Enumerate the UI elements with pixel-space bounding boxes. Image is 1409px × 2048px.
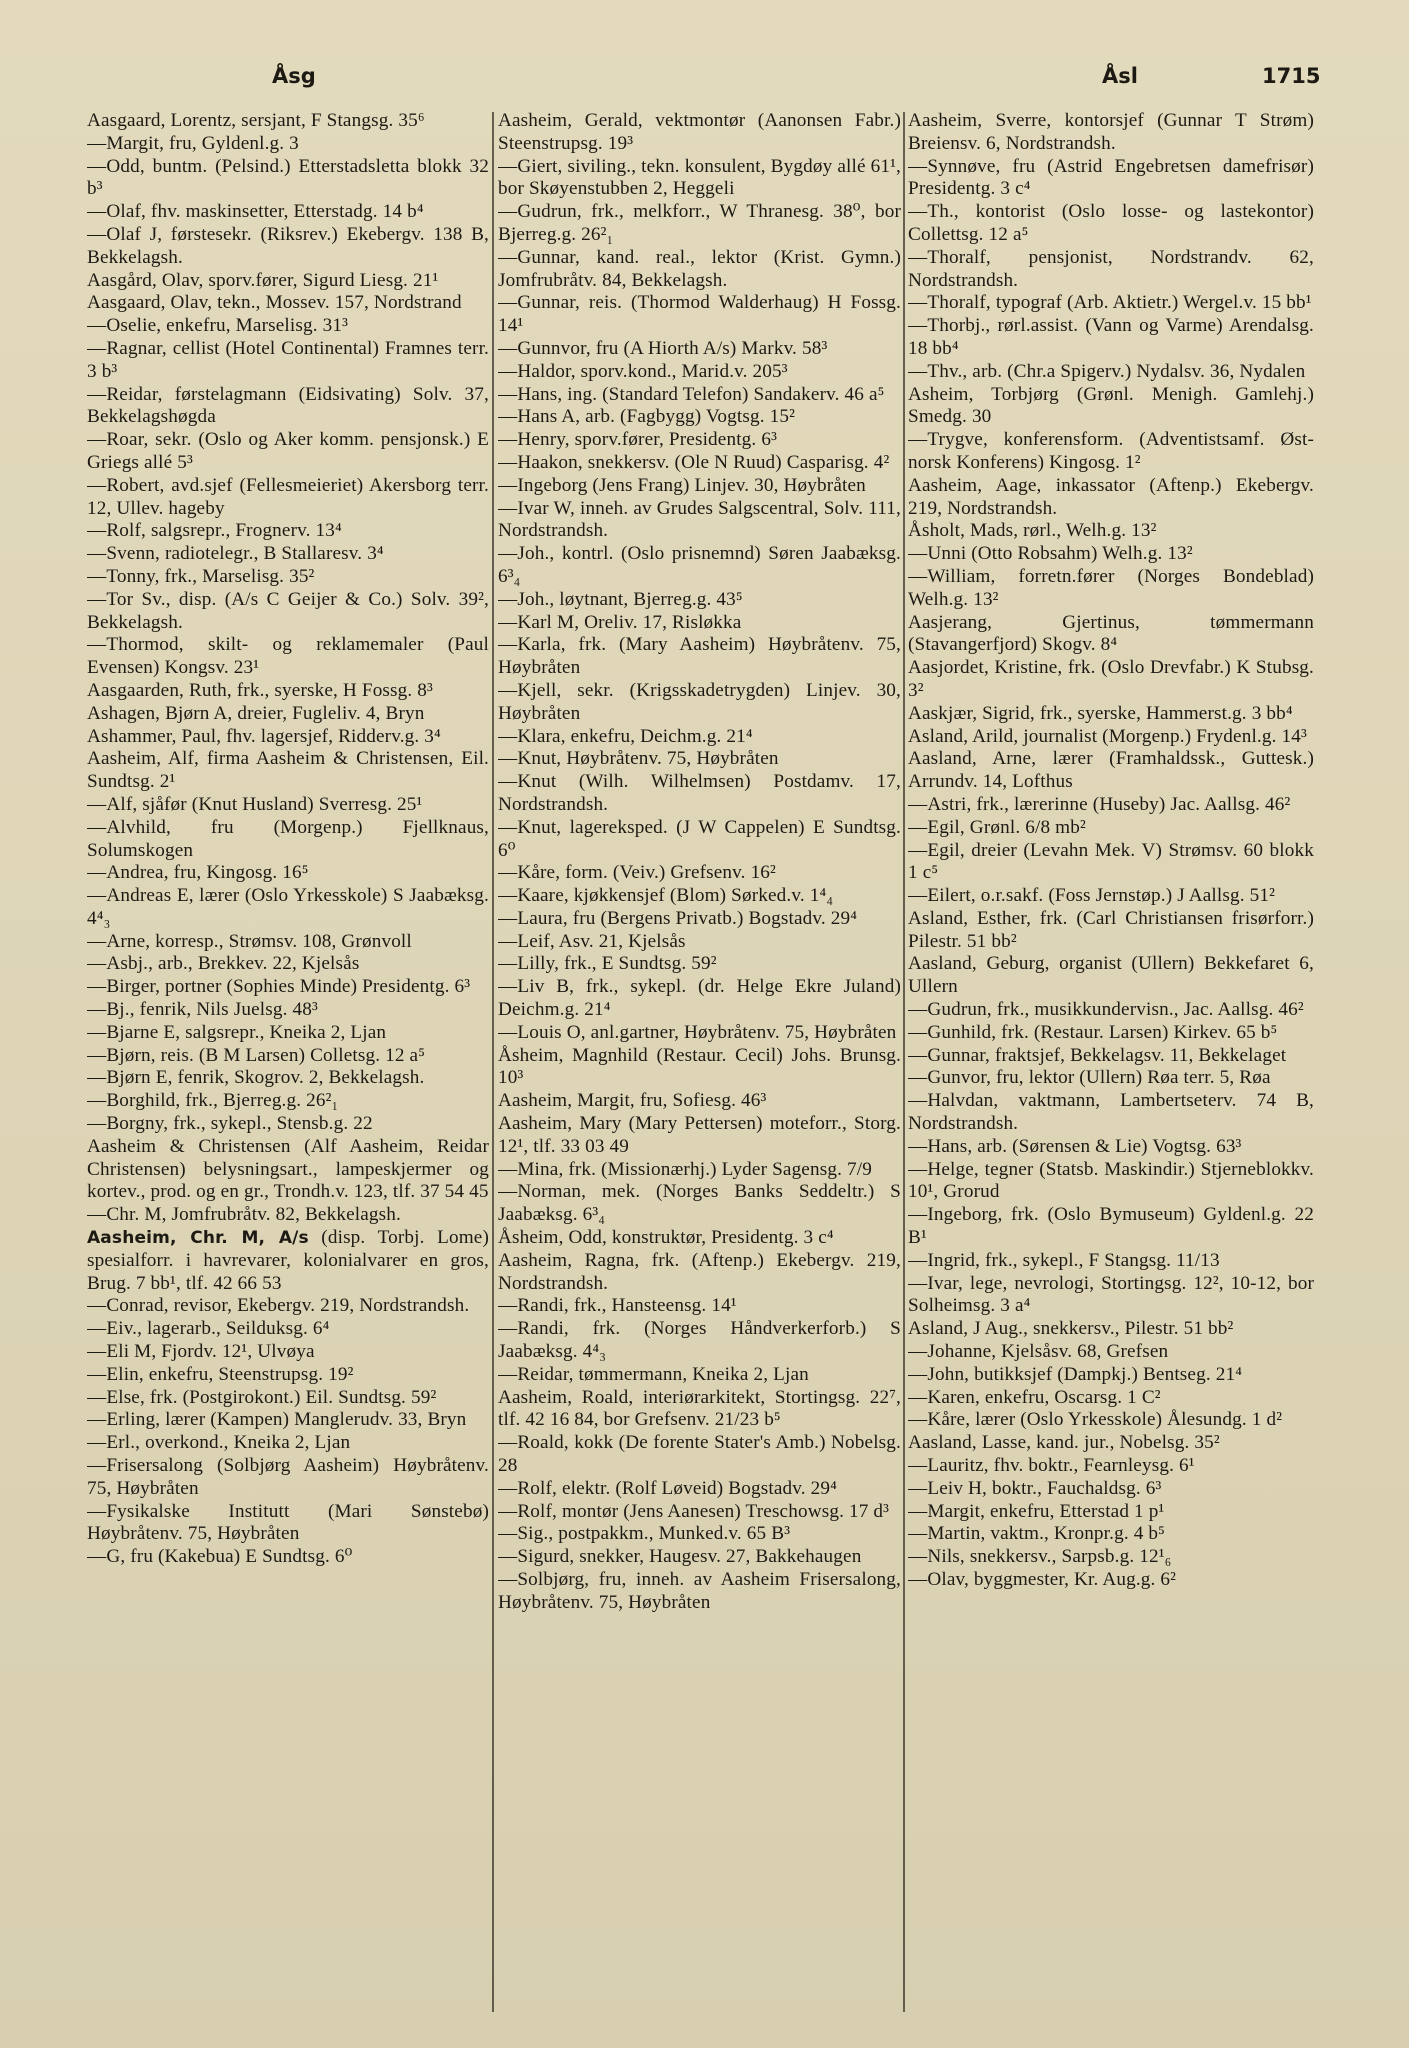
directory-entry xyxy=(498,908,901,931)
directory-entry xyxy=(498,1113,901,1159)
entry-text: —Ingeborg, frk. (Oslo Bymuseum) Gyldenl.g. 22 B¹ xyxy=(908,1204,1314,1249)
directory-entry xyxy=(498,429,901,452)
entry-text: —Roald, kokk (De forente Stater's Amb.) Nobelsg. 28 xyxy=(498,1432,901,1477)
directory-entry xyxy=(498,1387,901,1433)
entry-text: —Ragnar, cellist (Hotel Continental) Framnes terr. 3 b³ xyxy=(87,337,489,382)
directory-entry xyxy=(498,931,901,954)
entry-text: —Eli M, Fjordv. 12¹, Ulvøya xyxy=(87,1341,315,1363)
directory-entry xyxy=(498,1090,901,1113)
entry-text: —Odd, buntm. (Pelsind.) Etterstadsletta blokk 32 b³ xyxy=(87,155,489,200)
directory-entry xyxy=(498,1546,901,1569)
entry-text: —Karla, frk. (Mary Aasheim) Høybråtenv. 75, Høybråten xyxy=(498,634,901,679)
entry-text: —Arne, korresp., Strømsv. 108, Grønvoll xyxy=(87,930,412,952)
directory-entry xyxy=(87,384,489,430)
page-header xyxy=(0,64,1409,100)
directory-entry xyxy=(498,110,901,156)
entry-text: —Andreas E, lærer (Oslo Yrkesskole) S Jaabæksg. 4⁴₃ xyxy=(87,885,489,929)
entry-text: —Tonny, frk., Marselisg. 35² xyxy=(87,565,315,587)
entry-text: —Alf, sjåfør (Knut Husland) Sverresg. 25¹ xyxy=(87,793,423,815)
entry-text: —Oselie, enkefru, Marselisg. 31³ xyxy=(87,315,348,337)
entry-text: —Laura, fru (Bergens Privatb.) Bogstadv. 29⁴ xyxy=(498,907,858,929)
entry-text: Ashammer, Paul, fhv. lagersjef, Ridderv.g. 3⁴ xyxy=(87,725,441,747)
entry-text: —Bjørn E, fenrik, Skogrov. 2, Bekkelagsh. xyxy=(87,1067,425,1089)
entry-text: —Gunnar, kand. real., lektor (Krist. Gymn.) Jomfrubråtv. 84, Bekkelagsh. xyxy=(498,246,901,291)
entry-bold-name: Aasheim, Chr. M, A/s xyxy=(87,1228,309,1249)
entry-text: —Borghild, frk., Bjerreg.g. 26²₁ xyxy=(87,1090,339,1112)
entry-text: Asheim, Torbjørg (Grønl. Menigh. Gamlehj.) Smedg. 30 xyxy=(908,383,1314,428)
directory-entry xyxy=(87,748,489,794)
column-divider xyxy=(903,112,905,2012)
entry-text: —Karen, enkefru, Oscarsg. 1 C² xyxy=(908,1386,1161,1408)
entry-text: —Mina, frk. (Missionærhj.) Lyder Sagensg. 7/9 xyxy=(498,1158,872,1180)
entry-text: —Thormod, skilt- og reklamemaler (Paul Evensen) Kongsv. 23¹ xyxy=(87,634,489,679)
directory-entry xyxy=(908,1045,1314,1068)
directory-entry xyxy=(908,1204,1314,1250)
entry-text: Aasheim, Sverre, kontorsjef (Gunnar T Strøm) Breiensv. 6, Nordstrandsh. xyxy=(908,110,1314,154)
entry-text: Aasgård, Olav, sporv.fører, Sigurd Liesg. 21¹ xyxy=(87,269,439,291)
entry-text: Åsholt, Mads, rørl., Welh.g. 13² xyxy=(908,520,1157,542)
directory-entry xyxy=(87,224,489,270)
directory-entry xyxy=(87,1113,489,1136)
directory-entry xyxy=(498,634,901,680)
directory-entry xyxy=(498,1569,901,1615)
directory-entry xyxy=(87,110,489,133)
entry-text: Aasgaard, Olav, tekn., Mossev. 157, Nordstrand xyxy=(87,292,462,314)
directory-entry xyxy=(908,657,1314,703)
entry-text: Ashagen, Bjørn A, dreier, Fugleliv. 4, Bryn xyxy=(87,702,425,724)
entry-text: —Sigurd, snekker, Haugesv. 27, Bakkehaugen xyxy=(498,1546,862,1568)
directory-entry xyxy=(87,1387,489,1410)
directory-entry xyxy=(498,543,901,589)
page-number: 1715 xyxy=(1262,64,1321,88)
entry-text: —Erling, lærer (Kampen) Manglerudv. 33, Bryn xyxy=(87,1409,467,1431)
directory-entry xyxy=(908,703,1314,726)
directory-entry xyxy=(908,292,1314,315)
directory-entry xyxy=(498,976,901,1022)
directory-entry xyxy=(87,543,489,566)
entry-text: —Helge, tegner (Statsb. Maskindir.) Stjerneblokkv. 10¹, Grorud xyxy=(908,1158,1314,1203)
entry-text: Asland, Esther, frk. (Carl Christiansen frisørforr.) Pilestr. 51 bb² xyxy=(908,907,1314,952)
entry-text: Aasheim, Ragna, frk. (Aftenp.) Ekebergv. 219, Nordstrandsh. xyxy=(498,1249,901,1294)
directory-column-3 xyxy=(908,110,1314,2020)
entry-text: —Bjarne E, salgsrepr., Kneika 2, Ljan xyxy=(87,1021,387,1043)
directory-entry xyxy=(908,475,1314,521)
entry-text: —Gunhild, frk. (Restaur. Larsen) Kirkev. 65 b⁵ xyxy=(908,1021,1278,1043)
entry-text: Asland, Arild, journalist (Morgenp.) Frydenl.g. 14³ xyxy=(908,725,1307,747)
directory-entry xyxy=(908,1501,1314,1524)
directory-entry xyxy=(908,156,1314,202)
directory-entry xyxy=(87,726,489,749)
directory-entry xyxy=(908,726,1314,749)
directory-entry xyxy=(908,885,1314,908)
entry-text: —Kaare, kjøkkensjef (Blom) Sørked.v. 1⁴₄ xyxy=(498,885,834,907)
entry-text: Aasland, Arne, lærer (Framhaldssk., Guttesk.) Arrundv. 14, Lofthus xyxy=(908,748,1314,793)
directory-entry xyxy=(498,1159,901,1182)
directory-entry xyxy=(498,1478,901,1501)
entry-text: —Ivar W, inneh. av Grudes Salgscentral, Solv. 111, Nordstrandsh. xyxy=(498,497,901,542)
entry-text: —Else, frk. (Postgirokont.) Eil. Sundtsg. 59² xyxy=(87,1386,437,1408)
directory-entry xyxy=(87,794,489,817)
entry-text: —Borgny, frk., sykepl., Stensb.g. 22 xyxy=(87,1113,373,1135)
directory-entry xyxy=(87,1045,489,1068)
directory-entry xyxy=(87,634,489,680)
entry-text: —Leiv H, boktr., Fauchaldsg. 6³ xyxy=(908,1477,1162,1499)
entry-text: —Eilert, o.r.sakf. (Foss Jernstøp.) J Aallsg. 51² xyxy=(908,885,1275,907)
directory-entry xyxy=(908,1067,1314,1090)
directory-entry xyxy=(908,999,1314,1022)
entry-text: —Robert, avd.sjef (Fellesmeieriet) Akersborg terr. 12, Ullev. hageby xyxy=(87,474,489,519)
entry-text: —Rolf, salgsrepr., Frognerv. 13⁴ xyxy=(87,520,342,542)
directory-entry xyxy=(498,247,901,293)
entry-text: —Kåre, lærer (Oslo Yrkesskole) Ålesundg. 1 d² xyxy=(908,1409,1283,1431)
directory-entry xyxy=(908,1250,1314,1273)
directory-entry xyxy=(908,315,1314,361)
entry-text: —Tor Sv., disp. (A/s C Geijer & Co.) Solv. 39², Bekkelagsh. xyxy=(87,588,489,633)
entry-text: —Olaf J, førstesekr. (Riksrev.) Ekebergv. 138 B, Bekkelagsh. xyxy=(87,223,489,268)
directory-entry xyxy=(908,361,1314,384)
directory-entry xyxy=(87,201,489,224)
entry-text: Aasland, Lasse, kand. jur., Nobelsg. 35² xyxy=(908,1432,1220,1454)
directory-entry xyxy=(908,748,1314,794)
directory-entry xyxy=(908,840,1314,886)
directory-entry xyxy=(908,1318,1314,1341)
entry-text: —Knut (Wilh. Wilhelmsen) Postdamv. 17, Nordstrandsh. xyxy=(498,771,901,815)
entry-text: —Joh., løytnant, Bjerreg.g. 43⁵ xyxy=(498,588,743,610)
entry-text: —Alvhild, fru (Morgenp.) Fjellknaus, Solumskogen xyxy=(87,816,489,861)
entry-text: —Andrea, fru, Kingosg. 16⁵ xyxy=(87,862,309,884)
directory-entry xyxy=(908,201,1314,247)
entry-text: Åsheim, Odd, konstruktør, Presidentg. 3 c⁴ xyxy=(498,1227,834,1249)
directory-entry xyxy=(908,110,1314,156)
directory-entry xyxy=(908,429,1314,475)
directory-entry xyxy=(498,726,901,749)
entry-text: —Leif, Asv. 21, Kjelsås xyxy=(498,930,686,952)
directory-entry xyxy=(908,794,1314,817)
entry-text: Aasheim, Gerald, vektmontør (Aanonsen Fabr.) Steenstrupsg. 19³ xyxy=(498,110,901,154)
directory-entry xyxy=(498,1295,901,1318)
directory-entry xyxy=(87,475,489,521)
entry-text: Aasgaarden, Ruth, frk., syerske, H Fossg. 8³ xyxy=(87,679,433,701)
entry-text: Aasheim, Roald, interiørarkitekt, Stortingsg. 22⁷, tlf. 42 16 84, bor Grefsenv. 21/23 b⁵ xyxy=(498,1386,901,1431)
entry-text: —Norman, mek. (Norges Banks Seddeltr.) S Jaabæksg. 6³₄ xyxy=(498,1181,901,1226)
directory-entry xyxy=(498,589,901,612)
entry-text: —John, butikksjef (Dampkj.) Bentseg. 21⁴ xyxy=(908,1363,1243,1385)
entry-text: —Thv., arb. (Chr.a Spigerv.) Nydalsv. 36, Nydalen xyxy=(908,360,1306,382)
entry-text: —Astri, frk., lærerinne (Huseby) Jac. Aallsg. 46² xyxy=(908,793,1291,815)
directory-entry xyxy=(87,1227,489,1295)
directory-entry xyxy=(87,885,489,931)
entry-text: —Rolf, elektr. (Rolf Løveid) Bogstadv. 29⁴ xyxy=(498,1477,837,1499)
directory-entry xyxy=(498,1364,901,1387)
directory-entry xyxy=(908,1432,1314,1455)
entry-text: Aasjerang, Gjertinus, tømmermann (Stavangerfjord) Skogv. 8⁴ xyxy=(908,611,1314,656)
directory-entry xyxy=(498,338,901,361)
entry-text: —Ivar, lege, nevrologi, Stortingsg. 12², 10-12, bor Solheimsg. 3 a⁴ xyxy=(908,1272,1314,1317)
directory-entry xyxy=(498,1523,901,1546)
directory-column-2 xyxy=(498,110,901,2020)
directory-entry xyxy=(87,1204,489,1227)
directory-entry xyxy=(498,361,901,384)
directory-entry xyxy=(498,1432,901,1478)
directory-column-1 xyxy=(87,110,489,2020)
directory-entry xyxy=(498,1022,901,1045)
directory-entry xyxy=(908,1523,1314,1546)
directory-entry xyxy=(908,1090,1314,1136)
directory-entry xyxy=(87,1341,489,1364)
directory-entry xyxy=(498,1501,901,1524)
directory-entry xyxy=(498,201,901,247)
directory-entry xyxy=(87,999,489,1022)
entry-text: —Birger, portner (Sophies Minde) Presidentg. 6³ xyxy=(87,976,471,998)
entry-text: —Gunnar, fraktsjef, Bekkelagsv. 11, Bekkelaget xyxy=(908,1044,1287,1066)
entry-text: —Roar, sekr. (Oslo og Aker komm. pensjonsk.) E Griegs allé 5³ xyxy=(87,429,489,473)
entry-text: —Liv B, frk., sykepl. (dr. Helge Ekre Juland) Deichm.g. 21⁴ xyxy=(498,976,901,1021)
column-divider xyxy=(492,112,494,2012)
entry-text: —Gunnar, reis. (Thormod Walderhaug) H Fossg. 14¹ xyxy=(498,292,901,337)
directory-entry xyxy=(87,1364,489,1387)
directory-entry xyxy=(87,1090,489,1113)
entry-text: Aasjordet, Kristine, frk. (Oslo Drevfabr.) K Stubsg. 3² xyxy=(908,657,1314,701)
entry-text: Aasheim, Alf, firma Aasheim & Christensen, Eil. Sundtsg. 2¹ xyxy=(87,748,489,793)
directory-entry xyxy=(908,908,1314,954)
directory-entry xyxy=(87,589,489,635)
entry-text: —Kåre, form. (Veiv.) Grefsenv. 16² xyxy=(498,862,776,884)
entry-text: —Unni (Otto Robsahm) Welh.g. 13² xyxy=(908,543,1193,565)
entry-text: —Margit, enkefru, Etterstad 1 p¹ xyxy=(908,1500,1165,1522)
entry-text: —Louis O, anl.gartner, Høybråtenv. 75, Høybråten xyxy=(498,1021,897,1043)
directory-entry xyxy=(498,680,901,726)
entry-text: —Karl M, Oreliv. 17, Risløkka xyxy=(498,611,742,633)
entry-text: —Knut, lagereksped. (J W Cappelen) E Sundtsg. 6⁰ xyxy=(498,816,901,861)
entry-text: —Thoralf, pensjonist, Nordstrandv. 62, Nordstrandsh. xyxy=(908,246,1314,291)
entry-text: —Gudrun, frk., musikkundervisn., Jac. Aallsg. 46² xyxy=(908,999,1304,1021)
directory-entry xyxy=(908,384,1314,430)
directory-entry xyxy=(87,1455,489,1501)
directory-entry xyxy=(908,1478,1314,1501)
directory-entry xyxy=(87,953,489,976)
entry-text: —Bjørn, reis. (B M Larsen) Colletsg. 12 a⁵ xyxy=(87,1044,426,1066)
directory-entry xyxy=(87,976,489,999)
entry-text: —Svenn, radiotelegr., B Stallaresv. 3⁴ xyxy=(87,543,384,565)
entry-text: —Synnøve, fru (Astrid Engebretsen damefrisør) Presidentg. 3 c⁴ xyxy=(908,155,1314,200)
directory-entry xyxy=(87,429,489,475)
directory-entry xyxy=(908,1273,1314,1319)
directory-entry xyxy=(87,292,489,315)
entry-text: —Olav, byggmester, Kr. Aug.g. 6² xyxy=(908,1569,1177,1590)
directory-entry xyxy=(87,1501,489,1547)
directory-entry xyxy=(87,1409,489,1432)
entry-text: —William, forretn.fører (Norges Bondeblad) Welh.g. 13² xyxy=(908,565,1314,610)
entry-text: Aasheim, Aage, inkassator (Aftenp.) Ekebergv. 219, Nordstrandsh. xyxy=(908,474,1314,519)
entry-text: —Kjell, sekr. (Krigsskadetrygden) Linjev. 30, Høybråten xyxy=(498,679,901,724)
entry-text: —Gunnvor, fru (A Hiorth A/s) Markv. 58³ xyxy=(498,337,828,359)
entry-text: —Johanne, Kjelsåsv. 68, Grefsen xyxy=(908,1341,1169,1363)
entry-text: —Ingrid, frk., sykepl., F Stangsg. 11/13 xyxy=(908,1249,1220,1271)
entry-text: —Chr. M, Jomfrubråtv. 82, Bekkelagsh. xyxy=(87,1204,401,1226)
entry-text: —Frisersalong (Solbjørg Aasheim) Høybråtenv. 75, Høybråten xyxy=(87,1455,489,1499)
directory-entry xyxy=(498,817,901,863)
entry-text: —G, fru (Kakebua) E Sundtsg. 6⁰ xyxy=(87,1546,353,1568)
directory-entry xyxy=(87,1136,489,1204)
directory-entry xyxy=(908,1159,1314,1205)
directory-entry xyxy=(498,1045,901,1091)
entry-text: —Trygve, konferensform. (Adventistsamf. Øst-norsk Konferens) Kingosg. 1² xyxy=(908,429,1314,473)
entry-text: —Elin, enkefru, Steenstrupsg. 19² xyxy=(87,1363,354,1385)
entry-text: —Randi, frk. (Norges Håndverkerforb.) S Jaabæksg. 4⁴₃ xyxy=(498,1318,901,1363)
entry-text: —Conrad, revisor, Ekebergv. 219, Nordstrandsh. xyxy=(87,1295,470,1317)
directory-entry xyxy=(87,1546,489,1569)
entry-text: —Henry, sporv.fører, Presidentg. 6³ xyxy=(498,429,777,451)
entry-text: Aasland, Geburg, organist (Ullern) Bekkefaret 6, Ullern xyxy=(908,953,1314,998)
entry-text: —Martin, vaktm., Kronpr.g. 4 b⁵ xyxy=(908,1523,1166,1545)
directory-entry xyxy=(87,1318,489,1341)
directory-entry xyxy=(87,680,489,703)
directory-entry xyxy=(498,292,901,338)
directory-entry xyxy=(87,703,489,726)
directory-entry xyxy=(498,1318,901,1364)
entry-text: Aasgaard, Lorentz, sersjant, F Stangsg. 35⁶ xyxy=(87,110,425,131)
directory-entry xyxy=(908,566,1314,612)
directory-entry xyxy=(498,612,901,635)
directory-entry xyxy=(87,338,489,384)
entry-text: —Egil, dreier (Levahn Mek. V) Strømsv. 60 blokk 1 c⁵ xyxy=(908,839,1314,884)
directory-entry xyxy=(87,862,489,885)
entry-text: —Giert, siviling., tekn. konsulent, Bygdøy allé 61¹, bor Skøyenstubben 2, Heggeli xyxy=(498,155,901,200)
entry-text: —Margit, fru, Gyldenl.g. 3 xyxy=(87,132,299,154)
directory-entry xyxy=(87,520,489,543)
entry-text: —Gunvor, fru, lektor (Ullern) Røa terr. 5, Røa xyxy=(908,1067,1271,1089)
directory-entry xyxy=(87,156,489,202)
directory-entry xyxy=(87,1067,489,1090)
entry-text: —Knut, Høybråtenv. 75, Høybråten xyxy=(498,748,779,770)
directory-entry xyxy=(498,771,901,817)
directory-entry xyxy=(87,270,489,293)
entry-text: —Thoralf, typograf (Arb. Aktietr.) Wergel.v. 15 bb¹ xyxy=(908,292,1312,314)
entry-text: —Egil, Grønl. 6/8 mb² xyxy=(908,816,1086,838)
directory-entry xyxy=(498,384,901,407)
directory-entry xyxy=(498,862,901,885)
directory-entry xyxy=(498,1250,901,1296)
entry-text: —Lauritz, fhv. boktr., Fearnleysg. 6¹ xyxy=(908,1455,1195,1477)
directory-entry xyxy=(498,748,901,771)
entry-text: —Bj., fenrik, Nils Juelsg. 48³ xyxy=(87,999,318,1021)
entry-text: —Solbjørg, fru, inneh. av Aasheim Frisersalong, Høybråtenv. 75, Høybråten xyxy=(498,1569,901,1613)
entry-text: —Fysikalske Institutt (Mari Sønstebø) Høybråtenv. 75, Høybråten xyxy=(87,1500,489,1545)
directory-entry xyxy=(908,1387,1314,1410)
directory-entry xyxy=(908,247,1314,293)
entry-text: —Haldor, sporv.kond., Marid.v. 205³ xyxy=(498,360,788,382)
directory-entry xyxy=(87,1022,489,1045)
directory-entry xyxy=(87,1432,489,1455)
directory-entry xyxy=(498,156,901,202)
directory-entry xyxy=(87,1295,489,1318)
directory-entry xyxy=(908,953,1314,999)
entry-text: —Nils, snekkersv., Sarpsb.g. 12¹₆ xyxy=(908,1546,1172,1568)
entry-text: —Thorbj., rørl.assist. (Vann og Varme) Arendalsg. 18 bb⁴ xyxy=(908,315,1314,359)
entry-text: —Randi, frk., Hansteensg. 14¹ xyxy=(498,1295,737,1317)
entry-text: —Rolf, montør (Jens Aanesen) Treschowsg. 17 d³ xyxy=(498,1500,890,1522)
directory-entry xyxy=(908,1409,1314,1432)
directory-entry xyxy=(498,885,901,908)
directory-entry xyxy=(908,520,1314,543)
directory-entry xyxy=(87,931,489,954)
directory-entry xyxy=(87,133,489,156)
directory-entry xyxy=(87,817,489,863)
entry-text: —Reidar, tømmermann, Kneika 2, Ljan xyxy=(498,1363,809,1385)
header-left-guide-word: Åsg xyxy=(272,64,316,88)
header-right-guide-word: Åsl xyxy=(1102,64,1138,88)
directory-entry xyxy=(908,1546,1314,1569)
directory-entry xyxy=(498,475,901,498)
entry-text: —Haakon, snekkersv. (Ole N Ruud) Casparisg. 4² xyxy=(498,451,890,473)
entry-text: —Joh., kontrl. (Oslo prisnemnd) Søren Jaabæksg. 6³₄ xyxy=(498,543,901,587)
entry-text: —Reidar, førstelagmann (Eidsivating) Solv. 37, Bekkelagshøgda xyxy=(87,383,489,428)
directory-entry xyxy=(908,612,1314,658)
directory-entry xyxy=(87,566,489,589)
entry-text: —Halvdan, vaktmann, Lambertseterv. 74 B, Nordstrandsh. xyxy=(908,1090,1314,1135)
entry-text: Aasheim & Christensen (Alf Aasheim, Reidar Christensen) belysningsart., lampeskjermer og kortev., prod. og en gr., Trondh.v. 123, tlf. 37 54 45 xyxy=(87,1135,489,1203)
entry-text: Aaskjær, Sigrid, frk., syerske, Hammerst.g. 3 bb⁴ xyxy=(908,702,1293,724)
directory-entry xyxy=(87,315,489,338)
entry-text: Åsheim, Magnhild (Restaur. Cecil) Johs. Brunsg. 10³ xyxy=(498,1044,901,1089)
directory-entry xyxy=(498,1227,901,1250)
entry-text: Aasheim, Margit, fru, Sofiesg. 46³ xyxy=(498,1090,767,1112)
directory-entry xyxy=(908,543,1314,566)
entry-text: —Erl., overkond., Kneika 2, Ljan xyxy=(87,1432,351,1454)
entry-text: —Eiv., lagerarb., Seilduksg. 6⁴ xyxy=(87,1318,330,1340)
directory-entry xyxy=(908,1341,1314,1364)
entry-text: —Ingeborg (Jens Frang) Linjev. 30, Høybråten xyxy=(498,474,866,496)
directory-entry xyxy=(908,1569,1314,1592)
entry-text: —Olaf, fhv. maskinsetter, Etterstadg. 14 b⁴ xyxy=(87,201,424,223)
entry-text: —Lilly, frk., E Sundtsg. 59² xyxy=(498,953,717,975)
directory-entry xyxy=(498,1181,901,1227)
entry-text: (disp. Torbj. Lome) spesialforr. i havrevarer, kolonialvarer en gros, Brug. 7 bb¹, tlf. 42 66 53 xyxy=(87,1227,489,1294)
directory-entry xyxy=(498,498,901,544)
entry-text: —Klara, enkefru, Deichm.g. 21⁴ xyxy=(498,725,753,747)
directory-entry xyxy=(908,1022,1314,1045)
directory-entry xyxy=(908,1136,1314,1159)
entry-text: —Asbj., arb., Brekkev. 22, Kjelsås xyxy=(87,953,360,975)
entry-text: Asland, J Aug., snekkersv., Pilestr. 51 bb² xyxy=(908,1318,1234,1340)
directory-entry xyxy=(498,953,901,976)
directory-entry xyxy=(908,1364,1314,1387)
entry-text: —Th., kontorist (Oslo losse- og lastekontor) Collettsg. 12 a⁵ xyxy=(908,201,1314,245)
directory-entry xyxy=(908,1455,1314,1478)
directory-entry xyxy=(908,817,1314,840)
directory-entry xyxy=(498,452,901,475)
directory-entry xyxy=(498,406,901,429)
entry-text: Aasheim, Mary (Mary Pettersen) moteforr., Storg. 12¹, tlf. 33 03 49 xyxy=(498,1113,901,1157)
entry-text: —Sig., postpakkm., Munked.v. 65 B³ xyxy=(498,1523,791,1545)
entry-text: —Hans, ing. (Standard Telefon) Sandakerv. 46 a⁵ xyxy=(498,383,885,405)
entry-text: —Hans A, arb. (Fagbygg) Vogtsg. 15² xyxy=(498,406,796,428)
entry-text: —Hans, arb. (Sørensen & Lie) Vogtsg. 63³ xyxy=(908,1135,1242,1157)
entry-text: —Gudrun, frk., melkforr., W Thranesg. 38⁰, bor Bjerreg.g. 26²₁ xyxy=(498,201,901,245)
